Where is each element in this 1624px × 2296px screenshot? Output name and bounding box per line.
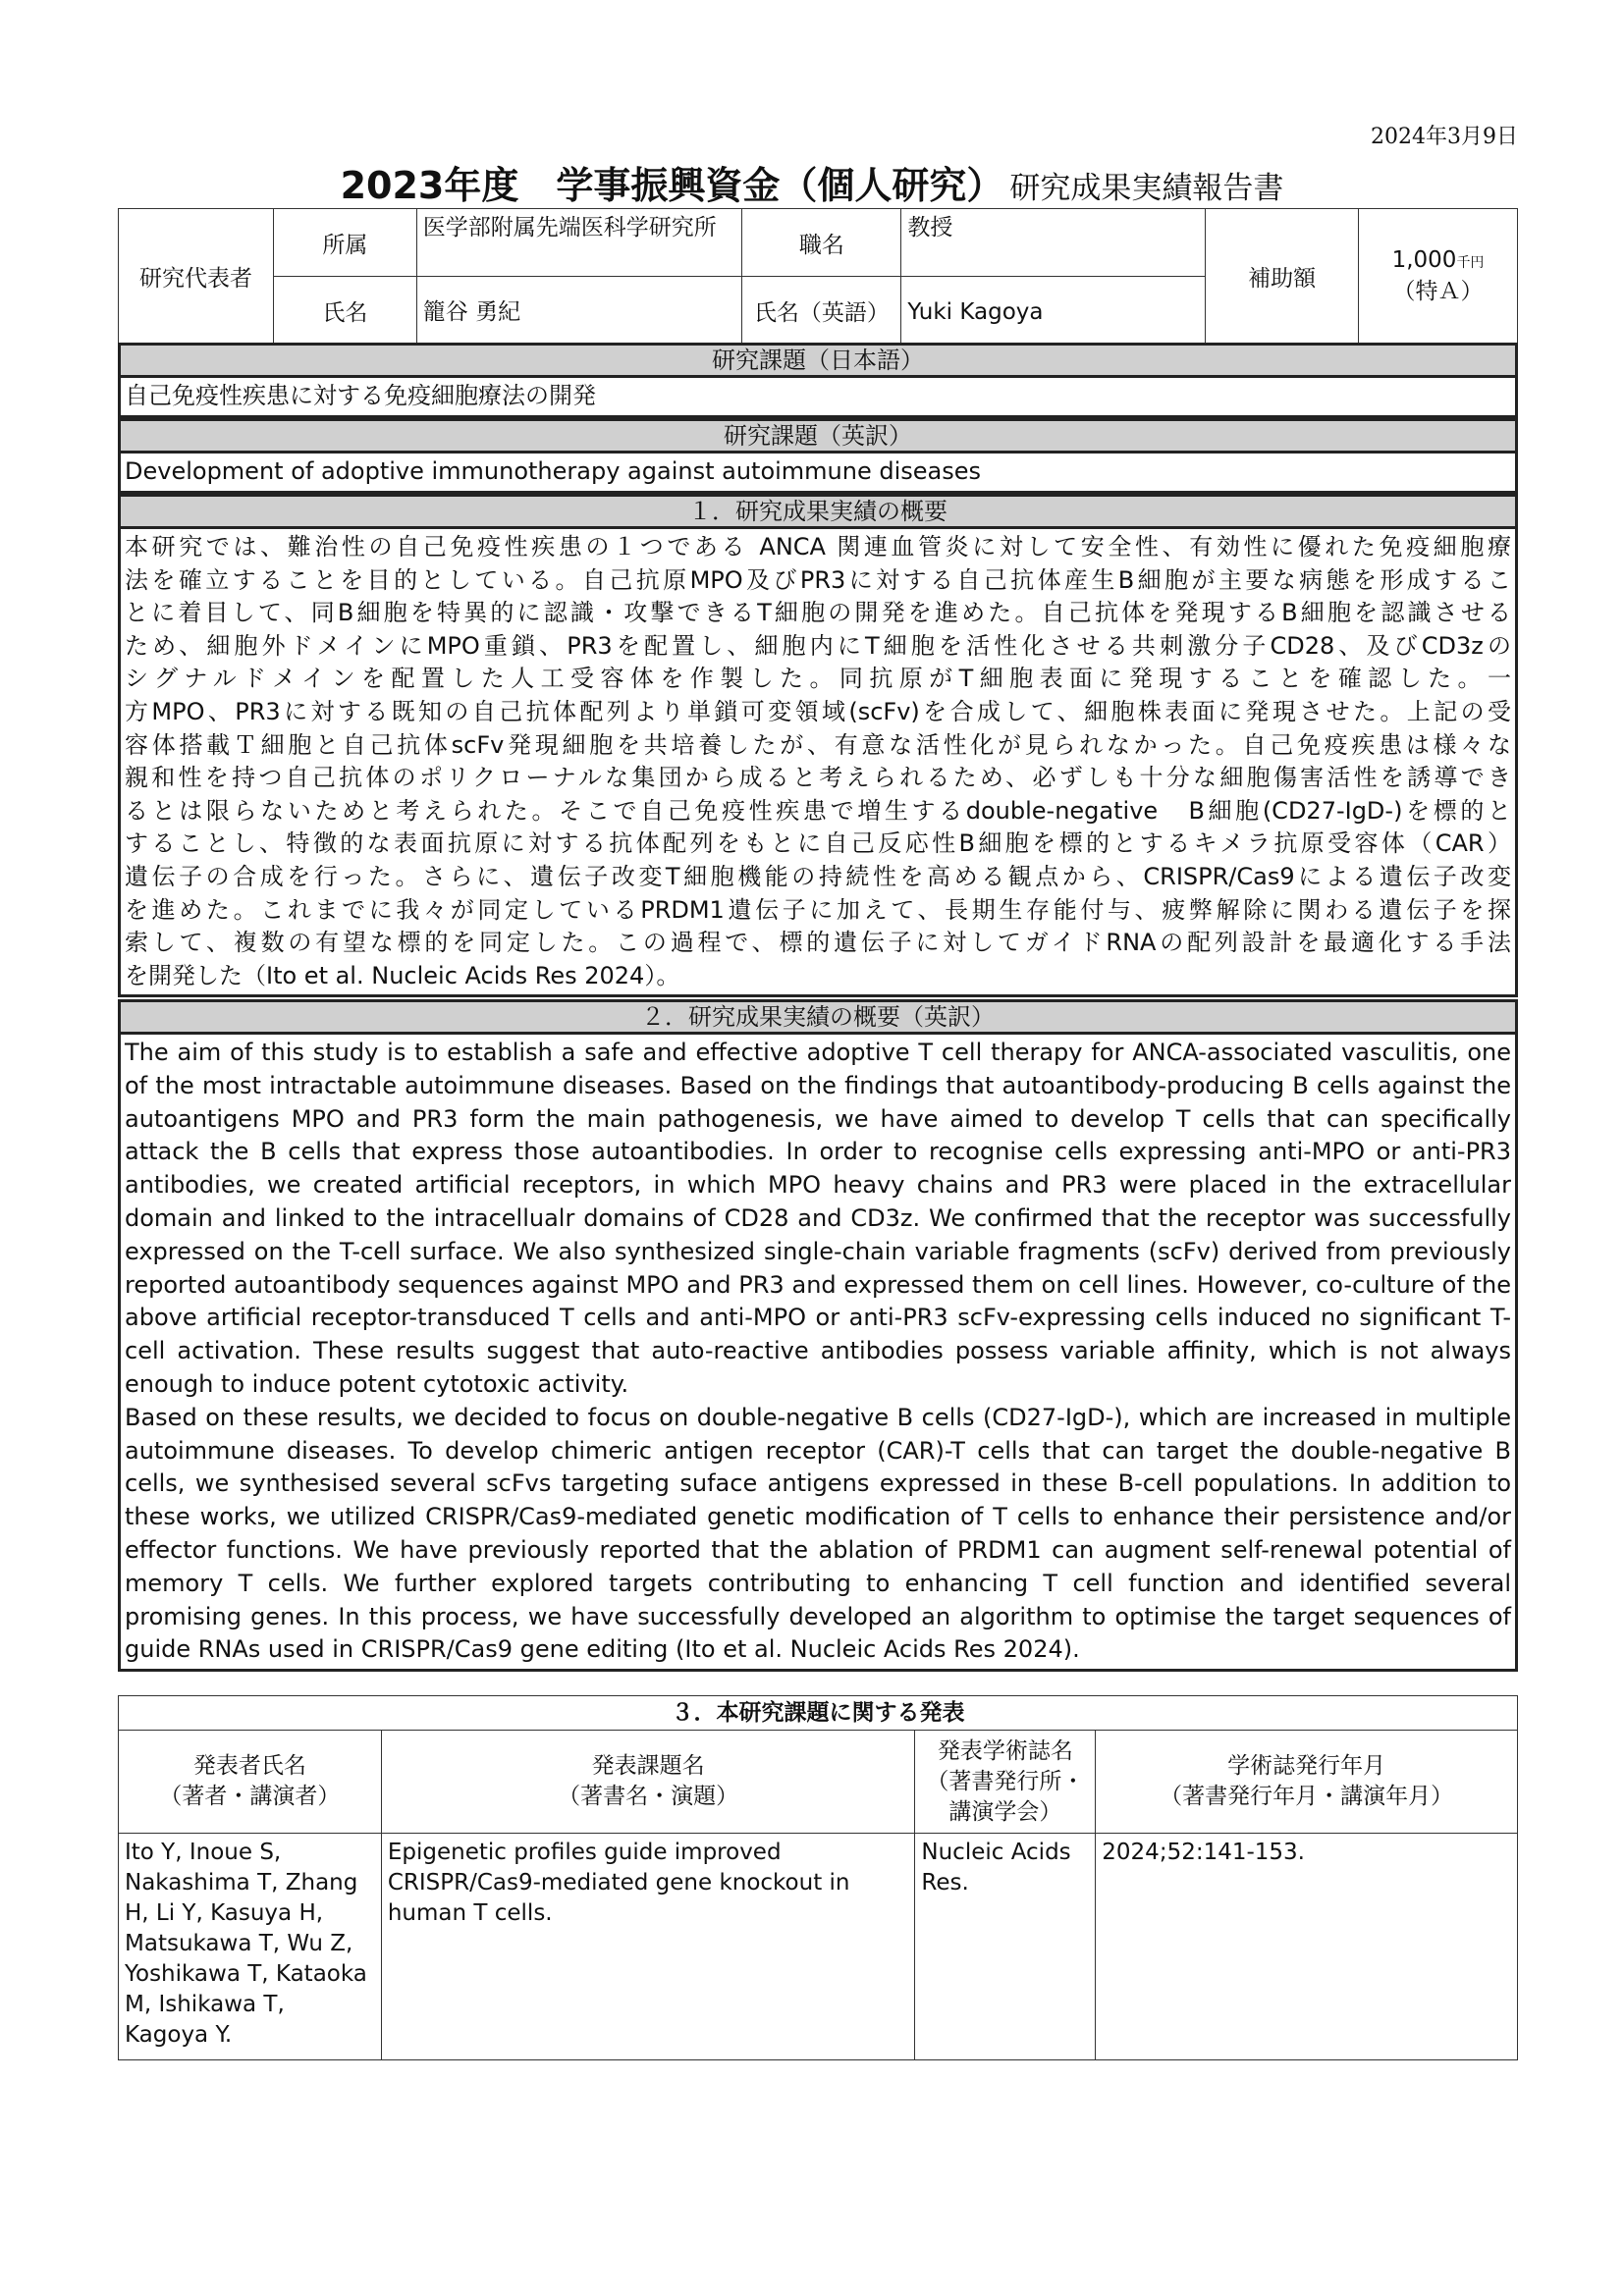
summary-en-paragraph: Based on these results, we decided to focus on double-negative B cells (CD27-IgD-), which are increased in multiple autoimmune diseases. To develop chimeric antigen receptor (CAR)-T cells that can target the double-negative B cells, we synthesised several scFvs targeting suface antigens expressed in these B-cell populations. In addition to these works, we utilized CRISPR/Cas9-mediated genetic modification of T cells to enhance their persistence and/or effector functions. We have previously reported that the ablation of PRDM1 can augment self-renewal potential of memory T cells. We further explored targets contributing to enhancing T cell function and identified several promising genes. In this process, we have successfully developed an algorithm to optimise the target sequences of guide RNAs used in CRISPR/Cas9 gene editing (Ito et al. Nucleic Acids Res 2024).	[125, 1403, 1511, 1664]
summary-jp-line: 方MPO、PR3に対する既知の自己抗体配列より単鎖可変領域(scFv)を合成して、細胞株表面に発現させた。上記の受	[125, 697, 1511, 725]
table-row	[119, 1834, 1518, 2060]
grant-amount-cell	[1359, 209, 1518, 345]
report-date: 2024年3月9日	[1371, 125, 1518, 149]
grant-label: 補助額	[1206, 209, 1359, 345]
position-value: 教授	[901, 209, 1206, 277]
researcher-info-table	[118, 208, 1518, 345]
col-header-title: 発表者氏名	[192, 1753, 306, 1779]
position-label: 職名	[742, 209, 901, 277]
topic-jp-text: 自己免疫性疾患に対する免疫細胞療法の開発	[118, 378, 1518, 418]
topic-jp-section	[118, 343, 1518, 418]
col-header-subtitle: （著書名・演題）	[558, 1784, 739, 1809]
summary-jp-heading: １．研究成果実績の概要	[118, 494, 1518, 529]
grant-unit: 千円	[1456, 255, 1485, 271]
grant-note: （特Ａ）	[1392, 279, 1484, 304]
summary-en-section	[118, 999, 1518, 1672]
col-header-title: 発表課題名	[591, 1753, 705, 1779]
summary-jp-line: とに着目して、同B細胞を特異的に認識・攻撃できるT細胞の開発を進めた。自己抗体を発現するB細胞を認識させる	[125, 599, 1511, 627]
publications-heading: ３．本研究課題に関する発表	[119, 1696, 1518, 1731]
name-label: 氏名	[273, 277, 416, 345]
representative-label: 研究代表者	[119, 209, 274, 345]
col-header-date	[1096, 1731, 1518, 1834]
col-header-presentation-title	[381, 1731, 915, 1834]
grant-amount: 1,000	[1391, 247, 1457, 273]
affiliation-value: 医学部附属先端医科学研究所	[416, 209, 742, 277]
summary-en-paragraph: The aim of this study is to establish a safe and effective adoptive T cell therapy for ANCA-associated vasculitis, one of the most intractable autoimmune diseases. Based on the findings that autoantibody-producing B cells against the autoantigens MPO and PR3 form the main pathogenesis, we have aimed to develop T cells that can specifically attack the B cells that express those autoantibodies. In order to recognise cells expressing anti-MPO or anti-PR3 antibodies, we created artificial receptors, in which MPO heavy chains and PR3 were placed in the extracellular domain and linked to the intracellualr domains of CD28 and CD3z. We confirmed that the receptor was successfully expressed on the T-cell surface. We also synthesized single-chain variable fragments (scFv) derived from previously reported autoantibody sequences against MPO and PR3 and expressed them on cell lines. However, co-culture of the above artificial receptor-transduced T cells and anti-MPO or anti-PR3 scFv-expressing cells induced no significant T-cell activation. These results suggest that auto-reactive antibodies possess variable affinity, which is not always enough to induce potent cytotoxic activity.	[125, 1039, 1511, 1398]
topic-jp-heading: 研究課題（日本語）	[118, 343, 1518, 378]
col-header-authors	[119, 1731, 382, 1834]
col-header-subtitle: （著者・講演者）	[159, 1784, 341, 1809]
summary-jp-line: 容体搭載Ｔ細胞と自己抗体scFv発現細胞を共培養したが、有意な活性化が見られなかった。自己免疫疾患は様々な	[125, 730, 1511, 759]
col-header-subtitle: （著書発行年月・講演年月）	[1160, 1784, 1454, 1809]
topic-en-heading: 研究課題（英訳）	[118, 418, 1518, 454]
summary-jp-line: を開発した（Ito et al. Nucleic Acids Res 2024）。	[125, 961, 680, 989]
summary-jp-body	[118, 529, 1518, 997]
summary-jp-line: るとは限らないためと考えられた。そこで自己免疫性疾患で増生するdouble-negative B細胞(CD27-IgD-)を標的と	[125, 796, 1511, 825]
summary-jp-line: シグナルドメインを配置した人工受容体を作製した。同抗原がT細胞表面に発現することを確認した。一	[125, 665, 1511, 693]
pub-journal: Nucleic Acids Res.	[915, 1834, 1096, 2060]
pub-date: 2024;52:141-153.	[1096, 1834, 1518, 2060]
page-title	[0, 155, 1624, 209]
summary-jp-line: ため、細胞外ドメインにMPO重鎖、PR3を配置し、細胞内にT細胞を活性化させる共刺激分子CD28、及びCD3zの	[125, 631, 1511, 660]
summary-jp-line: 親和性を持つ自己抗体のポリクローナルな集団から成ると考えられるため、必ずしも十分な細胞傷害活性を誘導でき	[125, 764, 1511, 792]
pub-title: Epigenetic profiles guide improved CRISPR/Cas9-mediated gene knockout in human T cells.	[381, 1834, 915, 2060]
col-header-title: 学術誌発行年月	[1227, 1753, 1386, 1779]
summary-en-heading: ２．研究成果実績の概要（英訳）	[118, 999, 1518, 1035]
name-value: 籠谷 勇紀	[416, 277, 742, 345]
title-sub: 研究成果実績報告書	[1009, 171, 1284, 206]
name-en-value: Yuki Kagoya	[901, 277, 1206, 345]
affiliation-label: 所属	[273, 209, 416, 277]
topic-en-section	[118, 418, 1518, 494]
col-header-journal	[915, 1731, 1096, 1834]
summary-jp-line: 索して、複数の有望な標的を同定した。この過程で、標的遺伝子に対してガイドRNAの配列設計を最適化する手法	[125, 929, 1511, 957]
summary-jp-line: 本研究では、難治性の自己免疫性疾患の１つである ANCA 関連血管炎に対して安全性、有効性に優れた免疫細胞療	[125, 533, 1511, 561]
col-header-title: 発表学術誌名	[937, 1737, 1073, 1764]
topic-en-text: Development of adoptive immunotherapy against autoimmune diseases	[118, 454, 1518, 494]
summary-jp-line: を進めた。これまでに我々が同定しているPRDM1遺伝子に加えて、長期生存能付与、疲弊解除に関わる遺伝子を探	[125, 895, 1511, 924]
col-header-subtitle: （著書発行所・講演学会）	[926, 1768, 1085, 1825]
pub-authors: Ito Y, Inoue S, Nakashima T, Zhang H, Li Y, Kasuya H, Matsukawa T, Wu Z, Yoshikawa T, Kataoka M, Ishikawa T, Kagoya Y.	[119, 1834, 382, 2060]
summary-jp-line: 法を確立することを目的としている。自己抗原MPO及びPR3に対する自己抗体産生B細胞が主要な病態を形成するこ	[125, 565, 1511, 594]
summary-jp-section	[118, 494, 1518, 997]
publications-table	[118, 1695, 1518, 2060]
name-en-label: 氏名（英語）	[742, 277, 901, 345]
summary-en-body	[118, 1035, 1518, 1672]
summary-jp-line: 遺伝子の合成を行った。さらに、遺伝子改変T細胞機能の持続性を高める観点から、CRISPR/Cas9による遺伝子改変	[125, 862, 1511, 890]
summary-jp-line: することし、特徴的な表面抗原に対する抗体配列をもとに自己反応性B細胞を標的とするキメラ抗原受容体（CAR）	[125, 829, 1511, 858]
title-main: 2023年度 学事振興資金（個人研究）	[340, 164, 1004, 207]
